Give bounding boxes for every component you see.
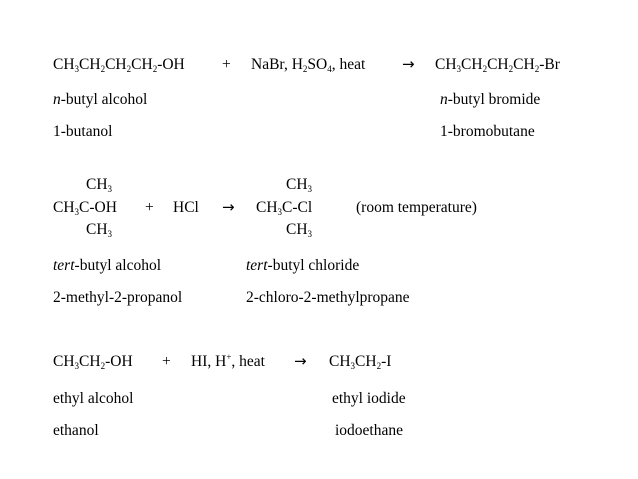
reaction2-reactant-iupac-name: 2-methyl-2-propanol <box>53 289 183 306</box>
reaction2-reactant-methyl-top: $CH_3$ <box>86 176 113 194</box>
reaction2-reactant-formula: $CH_3C-OH$ <box>53 199 117 217</box>
reaction2-product-methyl-top: $CH_3$ <box>286 176 313 194</box>
reaction1-product-name-prefix: n <box>440 91 448 108</box>
reaction3-reagents: HI, H+, heat <box>191 352 265 370</box>
reaction1-reactant-formula: $CH_3CH_2CH_2CH_2-OH$ <box>53 56 185 74</box>
reaction2-plus: + <box>145 199 154 216</box>
reaction1-reagents: NaBr, $H_2SO_4$, heat <box>251 56 366 74</box>
reaction1-product-common-name <box>440 92 540 108</box>
reaction3-reactant-common-name: ethyl alcohol <box>53 390 134 407</box>
reaction2-reactant-common-name <box>53 258 161 274</box>
reaction2-reactant-name-rest: -butyl alcohol <box>74 257 162 274</box>
reaction1-arrow: → <box>402 55 415 73</box>
reaction1-reactant-name-prefix: n <box>53 91 61 108</box>
reaction1-reactant-common-name <box>53 92 147 108</box>
reaction3-product-common-name: ethyl iodide <box>332 390 406 407</box>
reaction1-product-name-rest: -butyl bromide <box>447 91 541 108</box>
reaction1-reactant-name-rest: -butyl alcohol <box>60 91 148 108</box>
reaction2-reactant-methyl-bottom: $CH_3$ <box>86 221 113 239</box>
reaction2-product-methyl-bottom: $CH_3$ <box>286 221 313 239</box>
reaction1-product-formula: $CH_3CH_2CH_2CH_2-Br$ <box>435 56 560 74</box>
reaction2-arrow: → <box>222 198 235 216</box>
reaction3-product-formula: $CH_3CH_2-I$ <box>329 353 392 371</box>
reaction1-plus: + <box>222 56 231 73</box>
reaction1-product-iupac-name: 1-bromobutane <box>440 123 535 140</box>
reaction2-product-formula: $CH_3C-Cl$ <box>256 199 313 217</box>
reaction2-product-name-rest: -butyl chloride <box>267 257 360 274</box>
reaction2-reactant-name-prefix: tert <box>53 257 75 274</box>
reaction2-reagent: HCl <box>173 199 199 216</box>
reaction2-product-name-prefix: tert <box>246 257 268 274</box>
reaction3-product-iupac-name: iodoethane <box>335 422 404 439</box>
reaction3-reactant-iupac-name: ethanol <box>53 422 99 439</box>
reaction3-plus: + <box>162 353 171 370</box>
reaction3-reactant-formula: $CH_3CH_2-OH$ <box>53 353 133 371</box>
reaction2-condition: (room temperature) <box>356 199 477 216</box>
reaction3-arrow: → <box>294 352 307 370</box>
reaction1-reactant-iupac-name: 1-butanol <box>53 123 113 140</box>
reaction2-product-common-name <box>246 258 359 274</box>
reaction2-product-iupac-name: 2-chloro-2-methylpropane <box>246 289 410 306</box>
